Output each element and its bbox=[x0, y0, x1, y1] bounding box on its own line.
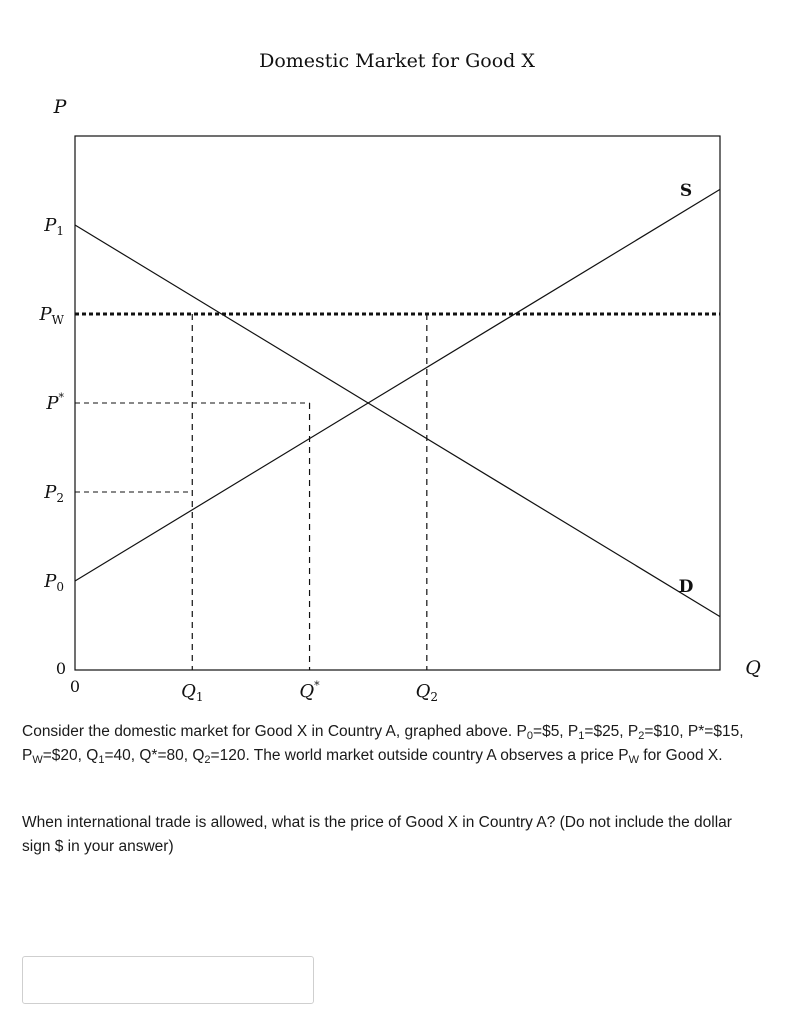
price-label-1: $P_1$ bbox=[44, 215, 64, 238]
plot-frame bbox=[75, 136, 720, 670]
quantity-label-1: $Q_1$ bbox=[181, 681, 204, 704]
question-prompt: When international trade is allowed, what is the price of Good X in Country A? (Do not include the dollar sign $ in your answer) bbox=[22, 814, 732, 855]
price-label-0: $P_0$ bbox=[44, 571, 64, 594]
supply-curve bbox=[75, 189, 720, 581]
price-label-*: P* bbox=[46, 391, 64, 414]
answer-input[interactable] bbox=[22, 956, 314, 1004]
x-axis-label: Q bbox=[745, 657, 761, 679]
chart-title: Domestic Market for Good X bbox=[259, 50, 535, 72]
quantity-label-2: $Q_2$ bbox=[415, 681, 439, 704]
quantity-label-*: Q* bbox=[299, 679, 320, 702]
question-context: Consider the domestic market for Good X in Country A, graphed above. $P_0=\$5$, $P_1=\$25$, $P_2=\$10$, P*=$15, $P_W=\$20$, $Q_1=40$, Q*=80, $Q_2=120$. The world market outside country A observes a price $P_W$ for Good X. bbox=[22, 723, 744, 766]
supply-curve-label: S bbox=[679, 181, 693, 201]
y-origin-label: 0 bbox=[55, 659, 66, 678]
price-label-W: $P_W$ bbox=[39, 304, 64, 327]
demand-curve-label: D bbox=[678, 577, 694, 597]
y-axis-label: P bbox=[53, 96, 67, 118]
price-label-2: $P_2$ bbox=[44, 482, 64, 505]
demand-curve bbox=[75, 225, 720, 617]
x-origin-label: 0 bbox=[69, 677, 81, 696]
